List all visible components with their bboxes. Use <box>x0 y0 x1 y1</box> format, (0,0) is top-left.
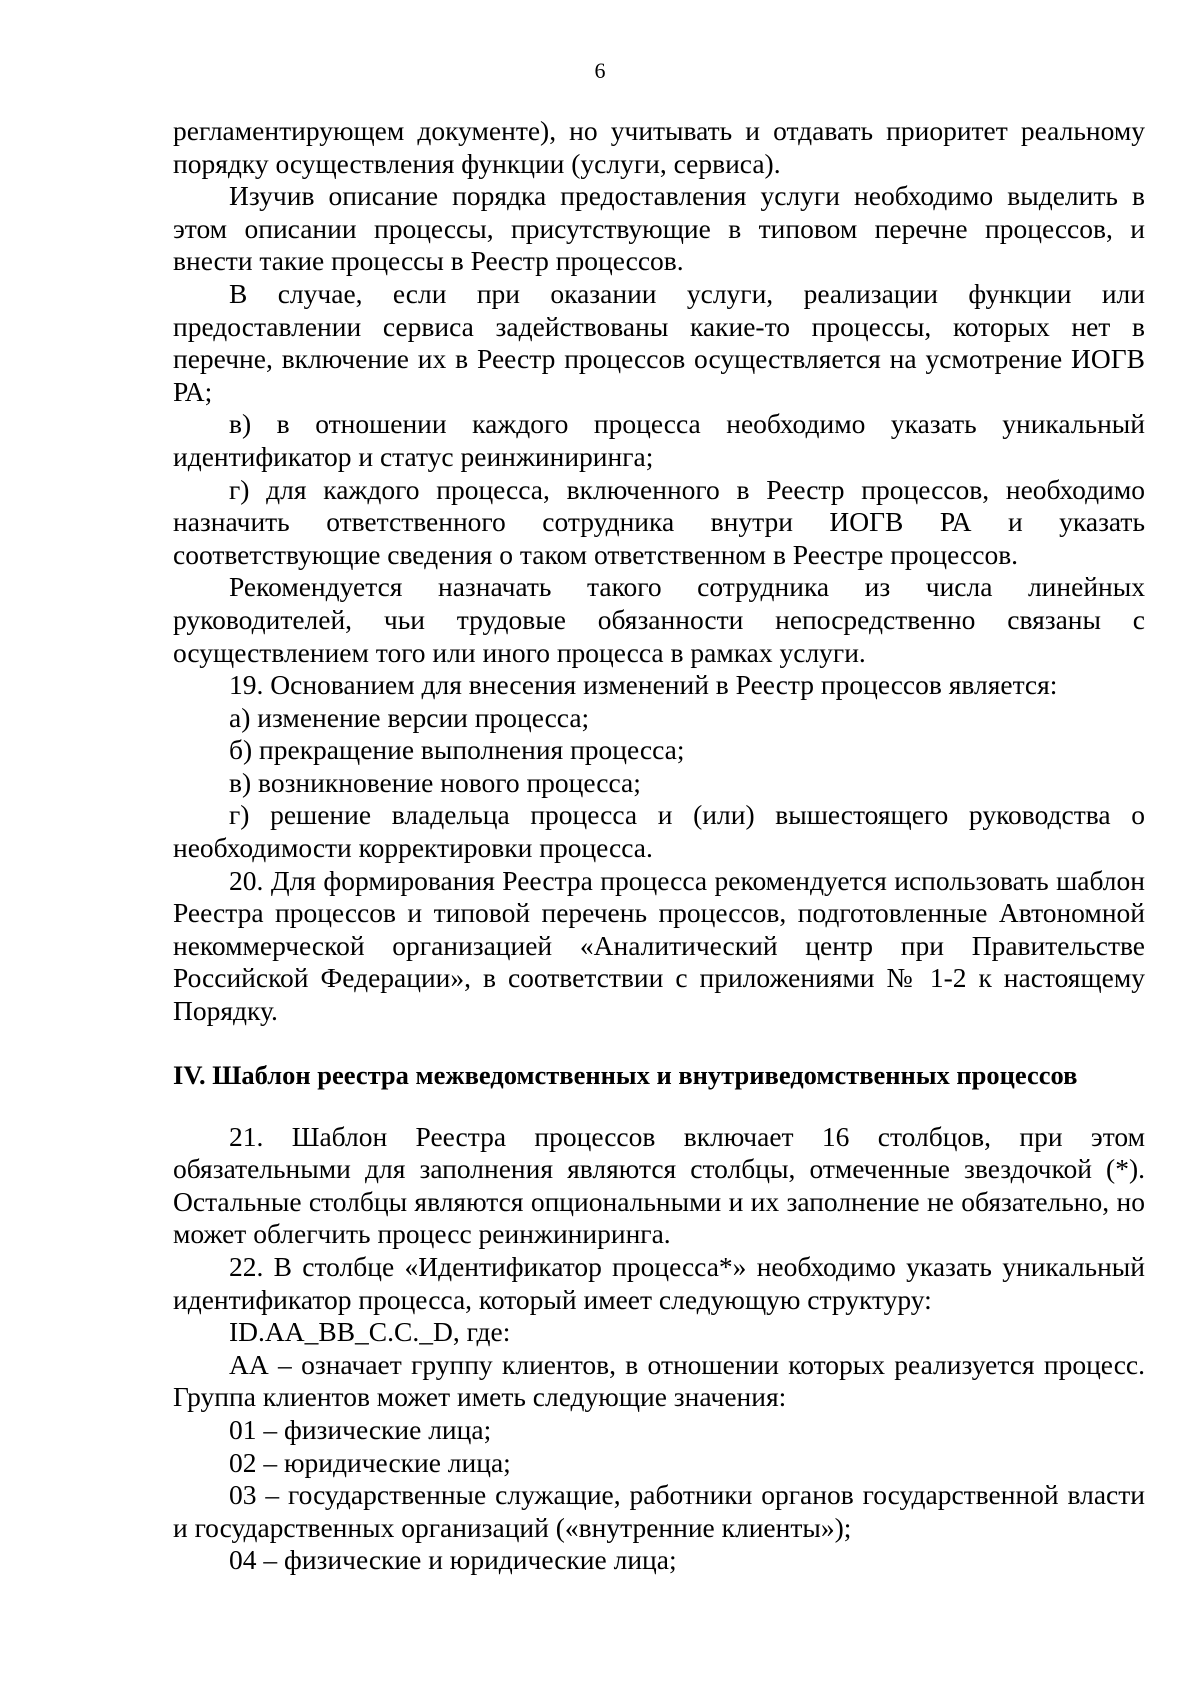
paragraph: 03 – государственные служащие, работники органов государственной власти и государственных организаций («внутренние клиенты»); <box>173 1479 1145 1543</box>
page-number: 6 <box>594 58 606 83</box>
paragraph: Рекомендуется назначать такого сотрудника из числа линейных руководителей, чьи трудовые обязанности непосредственно связаны с осуществлением того или иного процесса в рамках услуги. <box>173 571 1145 668</box>
paragraph: 02 – юридические лица; <box>229 1446 511 1478</box>
paragraph: 19. Основанием для внесения изменений в Реестр процессов является: <box>229 669 1058 701</box>
section-heading: IV. Шаблон реестра межведомственных и внутриведомственных процессов <box>173 1059 1078 1090</box>
paragraph: 21. Шаблон Реестра процессов включает 16 столбцов, при этом обязательными для заполнения являются столбцы, отмеченные звездочкой (*). Остальные столбцы являются опциональными и их заполнение не обязательно, но может облегчить процесс реинжиниринга. <box>173 1120 1145 1250</box>
paragraph: АА – означает группу клиентов, в отношении которых реализуется процесс. Группа клиентов может иметь следующие значения: <box>173 1348 1145 1413</box>
paragraph: г) для каждого процесса, включенного в Реестр процессов, необходимо назначить ответственного сотрудника внутри ИОГВ РА и указать соответствующие сведения о таком ответственном в Реестре процессов. <box>173 473 1145 570</box>
paragraphs-after-heading <box>173 1121 1145 1577</box>
paragraph: г) решение владельца процесса и (или) вышестоящего руководства о необходимости корректировки процесса. <box>173 799 1145 864</box>
paragraph: б) прекращение выполнения процесса; <box>229 734 685 766</box>
paragraph: в) возникновение нового процесса; <box>229 766 641 798</box>
paragraph: 22. В столбце «Идентификатор процесса*» необходимо указать уникальный идентификатор процесса, который имеет следующую структуру: <box>173 1251 1145 1315</box>
paragraphs-before-heading <box>173 115 1145 1028</box>
paragraph: регламентирующем документе), но учитывать и отдавать приоритет реальному порядку осуществления функции (услуги, сервиса). <box>173 115 1145 179</box>
paragraph: в) в отношении каждого процесса необходимо указать уникальный идентификатор и статус реинжиниринга; <box>173 408 1145 472</box>
paragraph: В случае, если при оказании услуги, реализации функции или предоставлении сервиса задействованы какие-то процессы, которых нет в перечне, включение их в Реестр процессов осуществляется на усмотрение ИОГВ РА; <box>173 277 1145 407</box>
paragraph: ID.AA_BB_C.C._D, где: <box>229 1316 511 1348</box>
paragraph: а) изменение версии процесса; <box>229 701 590 733</box>
paragraph: 04 – физические и юридические лица; <box>229 1544 677 1576</box>
paragraph: Изучив описание порядка предоставления услуги необходимо выделить в этом описании процессы, присутствующие в типовом перечне процессов, и внести такие процессы в Реестр процессов. <box>173 180 1145 277</box>
paragraph: 20. Для формирования Реестра процесса рекомендуется использовать шаблон Реестра процессов и типовой перечень процессов, подготовленные Автономной некоммерческой организацией «Аналитический центр при Правительстве Российской Федерации», в соответствии с приложениями № 1-2 к настоящему Порядку. <box>173 864 1145 1027</box>
paragraph: 01 – физические лица; <box>229 1413 492 1445</box>
document-body <box>173 115 1145 1577</box>
